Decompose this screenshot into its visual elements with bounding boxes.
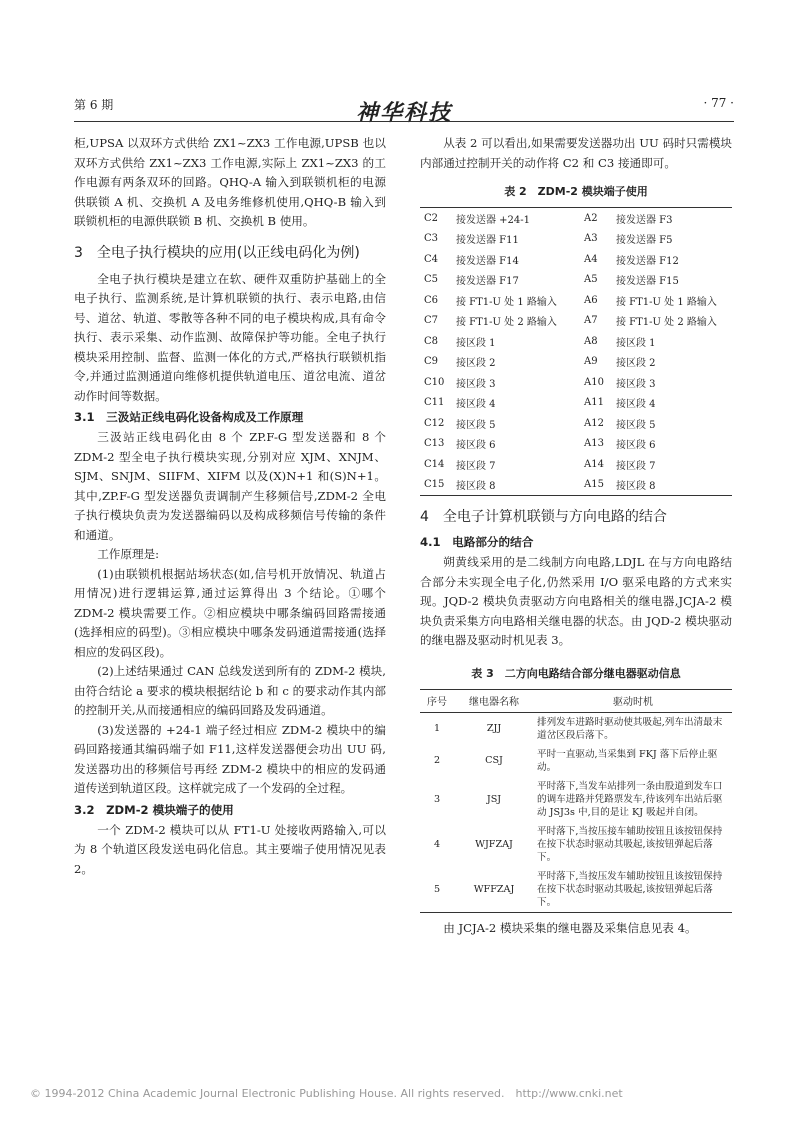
table-cell: 平时一直驱动,当采集到 FKJ 落下后停止驱动。: [537, 748, 718, 773]
paragraph: 由 JCJA-2 模块采集的继电器及采集信息见表 4。: [443, 920, 697, 935]
table-header-cell: 驱动时机: [534, 689, 732, 712]
table-cell: 接发送器 F3: [616, 214, 673, 226]
table-cell: 1: [433, 723, 441, 734]
table-cell: A13: [584, 438, 604, 450]
page-number: · 77 ·: [703, 96, 734, 110]
table-cell: A7: [584, 315, 598, 327]
table-cell: A9: [584, 356, 598, 368]
subsection-heading: 4.1 电路部分的结合: [420, 535, 534, 549]
issue-number: 第 6 期: [74, 98, 114, 112]
table-row: [420, 311, 732, 332]
table-cell: 接发送器 F5: [616, 235, 673, 247]
table-cell: 接区段 8: [616, 481, 656, 493]
table-cell: A12: [584, 417, 604, 429]
table-cell: A4: [584, 253, 598, 265]
table-row: [420, 475, 732, 496]
table-row: [420, 270, 732, 291]
table-cell: 接发送器 F14: [456, 255, 519, 267]
table-cell: 接 FT1-U 处 1 路输入: [616, 296, 717, 308]
table-cell: CSJ: [485, 755, 503, 766]
subsection-heading: 3.1 三汲站正线电码化设备构成及工作原理: [74, 410, 304, 424]
table-cell: 接发送器 F12: [616, 255, 679, 267]
table-cell: A14: [584, 458, 604, 470]
table3: [420, 689, 732, 913]
table-cell: 接区段 1: [616, 337, 656, 349]
table-cell: 5: [433, 883, 441, 895]
section-heading: 4 全电子计算机联锁与方向电路的结合: [420, 509, 667, 525]
paragraph: 全电子执行模块是建立在软、硬件双重防护基础上的全电子执行、监测系统,是计算机联锁的执行、表示电路,由信号、道岔、轨道、零散等各种不同的电子模块构成,具有命令执行、表示采集、动作监测、故障保护等功能。全电子执行模块采用控制、监督、监测一体化的方式,严格执行联锁机指令,并通过监测通道向维修机提供轨道电压、道岔电流、道岔动作时间等数据。: [74, 271, 386, 403]
table-cell: 接区段 4: [616, 399, 656, 411]
subsection-heading: 3.2 ZDM-2 模块端子的使用: [74, 802, 234, 817]
table-cell: 4: [433, 838, 441, 850]
table-cell: 接区段 7: [616, 460, 656, 472]
table-cell: 接区段 1: [456, 337, 496, 349]
paragraph: 朔黄线采用的是二线制方向电路,LDJL 在与方向电路结合部分未实现全电子化,仍然采用 I/O 驱采电路的方式来实现。JQD-2 模块负责驱动方向电路相关的继电器,JCJA-2 模块负责采集方向电路相关继电器的状态。由 JQD-2 模块驱动的继电器及驱动时机见表 3。: [420, 555, 732, 647]
table-row: [420, 372, 732, 393]
table-cell: C9: [424, 356, 439, 368]
table-header-cell: 序号: [420, 689, 454, 712]
table-cell: 平时落下,当发车站排列一条由股道到发车口的调车进路并凭路票发车,待该列车出站后驱动 JSJ3s 中,目的是让 KJ 吸起并自闭。: [537, 780, 723, 818]
table-cell: 接区段 4: [456, 399, 496, 411]
table-cell: 接区段 6: [456, 440, 496, 452]
table-cell: C8: [424, 335, 439, 347]
table-row: [420, 745, 732, 777]
table-cell: A11: [584, 397, 604, 409]
table-cell: ZJJ: [486, 723, 502, 734]
table-cell: C15: [424, 479, 445, 491]
table-cell: 接发送器 F11: [456, 235, 519, 247]
table-row: [420, 249, 732, 270]
table-cell: A15: [584, 479, 604, 491]
table-cell: A6: [584, 294, 598, 306]
table-cell: 接 FT1-U 处 1 路输入: [456, 296, 557, 308]
paragraph: 三汲站正线电码化由 8 个 ZP.F-G 型发送器和 8 个 ZDM-2 型全电子执行模块实现,分别对应 XJM、XNJM、SJM、SNJM、SIIFM、XIFM 以及(X)N+1 和(S)N+1。其中,ZP.F-G 型发送器负责调制产生移频信号,ZDM-2 全电子执行模块负责为发送器编码以及构成移频信号传输的条件和通道。: [74, 430, 386, 542]
table-cell: 接区段 2: [616, 358, 656, 370]
table-cell: C14: [424, 458, 445, 470]
table-cell: C11: [424, 397, 445, 409]
table-cell: C5: [424, 274, 439, 286]
table-cell: C13: [424, 438, 445, 450]
paragraph: 一个 ZDM-2 模块可以从 FT1-U 处接收两路输入,可以为 8 个轨道区段发送电码化信息。其主要端子使用情况见表 2。: [74, 822, 386, 876]
table-cell: C3: [424, 233, 439, 245]
copyright-footer: © 1994-2012 China Academic Journal Electronic Publishing House. All rights reserved. http://www.cnki.net: [30, 1087, 623, 1100]
table-row: [420, 454, 732, 475]
table-cell: 接区段 7: [456, 460, 496, 472]
right-column: [420, 134, 732, 938]
table-cell: 接 FT1-U 处 2 路输入: [616, 317, 717, 329]
table-cell: 平时落下,当按压接车辅助按钮且该按钮保持在按下状态时驱动其吸起,该按钮弹起后落下。: [537, 825, 723, 863]
table-row: [420, 413, 732, 434]
table-cell: 接区段 2: [456, 358, 496, 370]
table-row: [420, 352, 732, 373]
paragraph: (2)上述结果通过 CAN 总线发送到所有的 ZDM-2 模块,由符合结论 a 要求的模块根据结论 b 和 c 的要求动作其内部的控制开关,从而接通相应的编码回路及发码通道。: [74, 664, 386, 717]
table-row: [420, 434, 732, 455]
left-column: [74, 134, 386, 879]
table-row: [420, 712, 732, 745]
paragraph: 工作原理是:: [97, 547, 160, 561]
table-cell: A5: [584, 274, 598, 286]
table-row: [420, 229, 732, 250]
table3-caption: 表 3 二方向电路结合部分继电器驱动信息: [471, 666, 681, 680]
table-row: [420, 290, 732, 311]
table-row: [420, 777, 732, 822]
table-cell: C7: [424, 315, 439, 327]
table-cell: 平时落下,当按压发车辅助按钮且该按钮保持在按下状态时驱动其吸起,该按钮弹起后落下。: [537, 870, 723, 908]
table-cell: A10: [584, 376, 604, 388]
table-cell: 2: [433, 755, 441, 766]
table-cell: 接发送器 +24-1: [456, 214, 531, 226]
table2-caption: 表 2 ZDM-2 模块端子使用: [504, 185, 648, 198]
table-cell: C2: [424, 212, 439, 224]
table-cell: 接区段 5: [456, 419, 496, 431]
table-cell: C12: [424, 417, 445, 429]
section-heading: 3 全电子执行模块的应用(以正线电码化为例): [74, 244, 360, 261]
table-cell: 排列发车进路时驱动使其吸起,列车出清最末道岔区段后落下。: [537, 716, 723, 741]
table-cell: 3: [433, 793, 441, 805]
table-cell: JSJ: [486, 793, 502, 805]
journal-logo: 神华科技: [356, 100, 453, 126]
table-cell: 接区段 5: [616, 419, 656, 431]
table-cell: A3: [584, 233, 598, 245]
table-cell: 接区段 3: [456, 378, 496, 390]
table-cell: C4: [424, 253, 439, 265]
table-cell: C6: [424, 294, 439, 306]
table-cell: C10: [424, 376, 445, 388]
table-cell: WJFZAJ: [475, 838, 513, 850]
table-cell: 接发送器 F17: [456, 276, 519, 288]
paragraph: (3)发送器的 +24-1 端子经过相应 ZDM-2 模块中的编码回路接通其编码端子如 F11,这样发送器便会功出 UU 码,发送器功出的移频信号再经 ZDM-2 模块中的相应的发码通道传送到轨道区段。这样就完成了一个发码的全过程。: [74, 722, 386, 795]
table-cell: 接 FT1-U 处 2 路输入: [456, 317, 557, 329]
table-cell: A2: [584, 212, 598, 224]
table-row: [420, 393, 732, 414]
table-cell: 接区段 8: [456, 481, 496, 493]
table-cell: 接区段 6: [616, 440, 656, 452]
table-cell: 接区段 3: [616, 378, 656, 390]
table-header-cell: 继电器名称: [454, 689, 534, 712]
paragraph: 从表 2 可以看出,如果需要发送器功出 UU 码时只需模块内部通过控制开关的动作将 C2 和 C3 接通即可。: [420, 136, 733, 170]
table-row: [420, 208, 732, 229]
table2: [420, 207, 732, 496]
table-cell: WFFZAJ: [473, 883, 515, 895]
table-row: [420, 331, 732, 352]
table-cell: A8: [584, 335, 598, 347]
paragraph: (1)由联锁机根据站场状态(如,信号机开放情况、轨道占用情况)进行逻辑运算,通过运算得出 3 个结论。①哪个 ZDM-2 模块需要工作。②相应模块中哪条编码回路需接通(选择相应的码型)。③相应模块中哪条发码通道需接通(选择相应的发码区段)。: [74, 566, 386, 659]
table-row: [420, 822, 732, 867]
table-row: [420, 867, 732, 913]
header-rule: [74, 121, 734, 122]
paragraph: 柜,UPSA 以双环方式供给 ZX1~ZX3 工作电源,UPSB 也以双环方式供给 ZX1~ZX3 工作电源,实际上 ZX1~ZX3 的工作电源有两条双环的回路。QHQ-A 输入到联锁机柜的电源供联锁 A 机、交换机 A 及电务维修机使用,QHQ-B 输入到联锁机柜的电源供联锁 B 机、交换机 B 使用。: [74, 136, 386, 228]
table-cell: 接发送器 F15: [616, 276, 679, 288]
